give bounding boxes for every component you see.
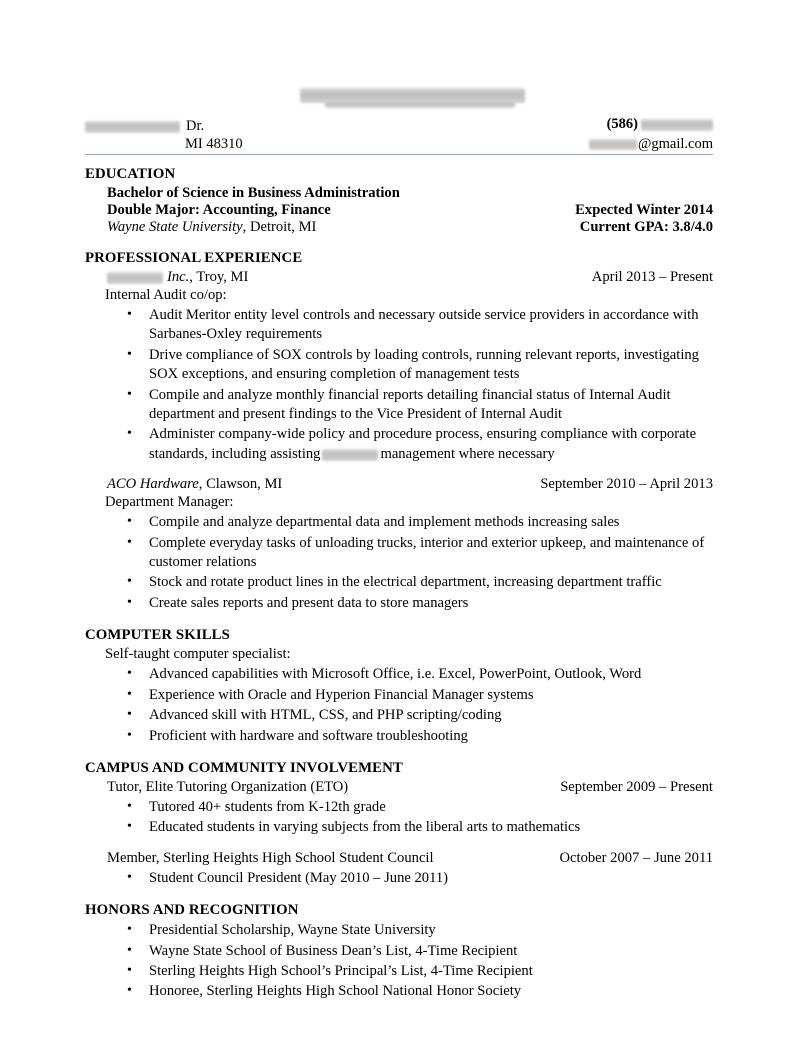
experience-entry xyxy=(85,476,713,613)
involvement-dates: September 2009 – Present xyxy=(560,778,713,795)
section-title-honors: HONORS AND RECOGNITION xyxy=(85,902,299,919)
email-domain: @gmail.com xyxy=(638,136,713,152)
list-item: • Student Council President (May 2010 – June 2011) xyxy=(149,869,713,888)
redacted-email-user xyxy=(589,139,637,150)
list-item: • Sterling Heights High School’s Principal’s List, 4-Time Recipient xyxy=(149,962,713,981)
address-line-1 xyxy=(85,118,204,135)
experience-employer xyxy=(107,269,248,286)
involvement-header-line xyxy=(107,779,713,796)
list-item: • Educated students in varying subjects from the liberal arts to mathematics xyxy=(149,818,713,837)
resume-body xyxy=(85,80,713,1003)
experience-employer xyxy=(107,476,282,493)
list-item: • Compile and analyze monthly financial reports detailing financial status of Internal Audit department and present findings to the Vice President of Internal Audit xyxy=(149,386,713,425)
email-address xyxy=(589,136,713,153)
involvement-bullets xyxy=(85,869,713,888)
list-item: • Proficient with hardware and software troubleshooting xyxy=(149,727,713,746)
header-divider xyxy=(85,154,713,155)
phone-number xyxy=(607,116,713,133)
education-school-name: Wayne State University xyxy=(107,219,243,235)
list-item: • Advanced capabilities with Microsoft Office, i.e. Excel, PowerPoint, Outlook, Word xyxy=(149,665,713,684)
education-gpa: Current GPA: 3.8/4.0 xyxy=(579,219,713,235)
experience-role: Internal Audit co/op: xyxy=(105,287,227,303)
employer-name: ACO Hardware xyxy=(107,476,199,493)
list-item: • Audit Meritor entity level controls and necessary outside service providers in accordance with Sarbanes-Oxley requirements xyxy=(149,306,713,345)
section-campus-community xyxy=(85,760,713,888)
involvement-entry xyxy=(85,779,713,838)
involvement-entry xyxy=(85,850,713,888)
list-item: • Advanced skill with HTML, CSS, and PHP scripting/coding xyxy=(149,706,713,725)
education-school-line xyxy=(107,219,713,236)
list-item xyxy=(149,425,713,464)
education-degree-line xyxy=(107,185,713,202)
section-title-computer-skills: COMPUTER SKILLS xyxy=(85,627,230,644)
honors-bullets xyxy=(85,921,713,1002)
address-line-2: MI 48310 xyxy=(185,136,243,152)
section-education xyxy=(85,166,713,236)
section-honors xyxy=(85,902,713,1002)
section-professional-experience xyxy=(85,250,713,613)
list-item: • Honoree, Sterling Heights High School National Honor Society xyxy=(149,982,713,1001)
employer-suffix: Inc., xyxy=(167,269,193,285)
education-degree: Bachelor of Science in Business Administration xyxy=(107,185,400,201)
computer-skills-intro: Self-taught computer specialist: xyxy=(105,646,291,663)
section-computer-skills xyxy=(85,627,713,746)
education-graduation-date: Expected Winter 2014 xyxy=(575,202,713,218)
list-item: • Wayne State School of Business Dean’s List, 4-Time Recipient xyxy=(149,942,713,961)
employer-location: , Clawson, MI xyxy=(198,476,283,493)
involvement-header-line xyxy=(107,850,713,867)
experience-dates: April 2013 – Present xyxy=(591,269,713,285)
experience-bullets xyxy=(85,513,713,613)
list-item: • Presidential Scholarship, Wayne State University xyxy=(149,921,713,940)
involvement-role: Tutor, Elite Tutoring Organization (ETO) xyxy=(107,778,349,795)
education-school xyxy=(107,219,316,236)
resume-header xyxy=(85,80,713,152)
list-item: • Drive compliance of SOX controls by loading controls, running relevant reports, investigating SOX exceptions, and ensuring completion of management tests xyxy=(149,346,713,385)
section-title-campus-community: CAMPUS AND COMMUNITY INVOLVEMENT xyxy=(85,759,403,776)
education-major-line xyxy=(107,202,713,219)
redacted-name-block-secondary xyxy=(325,100,515,108)
involvement-dates: October 2007 – June 2011 xyxy=(559,849,713,866)
education-school-location: , Detroit, MI xyxy=(242,219,317,235)
list-item: • Experience with Oracle and Hyperion Financial Manager systems xyxy=(149,686,713,705)
list-item: • Complete everyday tasks of unloading trucks, interior and exterior upkeep, and maintenance of customer relations xyxy=(149,534,713,573)
redacted-employer-name xyxy=(107,272,163,284)
experience-employer-line xyxy=(107,269,713,286)
employer-location: Troy, MI xyxy=(192,269,249,285)
experience-role: Department Manager: xyxy=(105,494,234,511)
section-title-education: EDUCATION xyxy=(85,166,176,182)
list-item: • Create sales reports and present data to store managers xyxy=(149,594,713,613)
education-major: Double Major: Accounting, Finance xyxy=(107,202,331,218)
involvement-role: Member, Sterling Heights High School Student Council xyxy=(107,849,434,866)
experience-dates: September 2010 – April 2013 xyxy=(540,476,713,493)
phone-area-code: (586) xyxy=(606,116,638,132)
involvement-bullets xyxy=(85,798,713,838)
bullet-text-after: management where necessary xyxy=(380,445,555,462)
list-item: • Compile and analyze departmental data and implement methods increasing sales xyxy=(149,513,713,532)
redacted-phone-digits xyxy=(641,119,713,131)
list-item: • Stock and rotate product lines in the electrical department, increasing department traffic xyxy=(149,573,713,592)
experience-entry xyxy=(85,269,713,464)
redacted-street-address xyxy=(85,121,180,133)
experience-employer-line xyxy=(107,476,713,493)
computer-skills-bullets xyxy=(85,665,713,746)
bullet-text-before: Administer company-wide policy and procedure process, ensuring compliance with corporate standards, including assisting xyxy=(149,426,697,462)
salutation: Dr. xyxy=(186,118,205,134)
section-title-experience: PROFESSIONAL EXPERIENCE xyxy=(85,250,303,266)
list-item: • Tutored 40+ students from K-12th grade xyxy=(149,798,713,817)
experience-bullets xyxy=(85,306,713,464)
redacted-inline-term xyxy=(322,449,378,461)
